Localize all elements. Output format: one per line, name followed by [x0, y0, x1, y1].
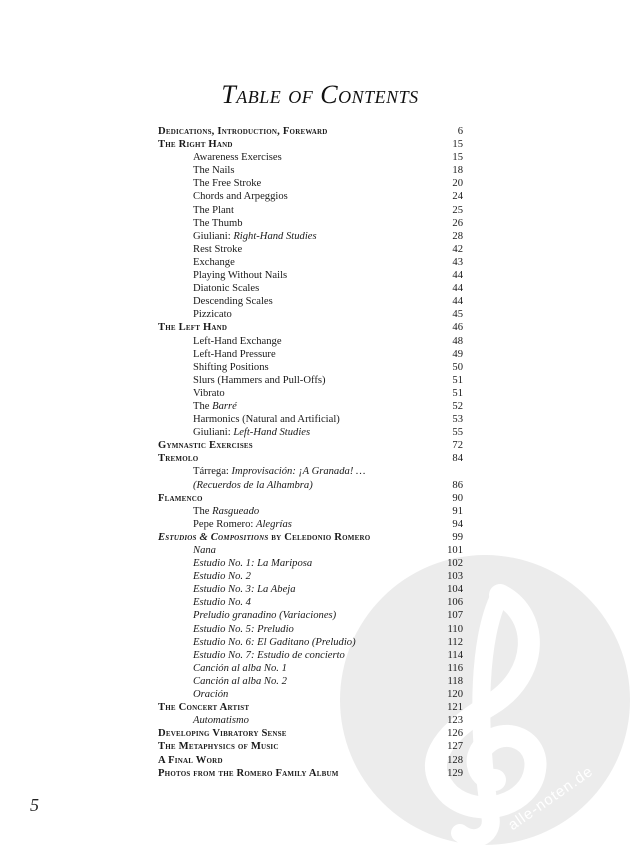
- toc-entry: [158, 767, 463, 780]
- toc-entry-label: [193, 387, 225, 400]
- toc-entry-italic-text: Barré: [212, 400, 237, 412]
- toc-entry-italic-text: Nana: [193, 545, 216, 556]
- toc-entry: [158, 596, 463, 609]
- toc-entry-italic-text: Rasgueado: [212, 505, 260, 517]
- toc-entry-text: by Celedonio Romero: [268, 531, 371, 543]
- toc-entry-label: [193, 361, 269, 374]
- toc-entry-label: [193, 308, 232, 321]
- toc-entry: [158, 348, 463, 361]
- toc-entry-italic-text: Estudio No. 5: Preludio: [193, 623, 294, 635]
- toc-entry-label: [193, 570, 251, 583]
- toc-entry-text: Shifting Positions: [193, 361, 269, 373]
- toc-entry-label: [193, 557, 312, 570]
- toc-entry-label: [193, 269, 287, 282]
- toc-entry-label: [193, 348, 276, 361]
- toc-entry-page: 114: [447, 649, 463, 661]
- toc-entry-text: The Free Stroke: [193, 178, 262, 190]
- toc-entry-page: 90: [452, 492, 463, 504]
- toc-entry: [158, 256, 463, 269]
- toc-entry: [158, 204, 463, 217]
- toc-entry-italic-text: Oración: [193, 689, 229, 701]
- toc-entry-page: 120: [447, 689, 463, 701]
- toc-entry-italic-text: Improvisación: ¡A Granada! …: [231, 466, 366, 478]
- toc-entry-text: Photos from the Romero Family Album: [158, 767, 339, 779]
- toc-entry-page: 91: [452, 505, 463, 517]
- toc-entry-label: [158, 439, 253, 452]
- toc-entry-label: [193, 505, 259, 518]
- toc-entry-label: [193, 204, 234, 217]
- toc-entry-text: The Right Hand: [158, 139, 233, 151]
- toc-entry-text: Exchange: [193, 256, 235, 268]
- toc-entry: [158, 413, 463, 426]
- toc-entry-label: [158, 727, 287, 740]
- toc-entry-text: The Thumb: [193, 217, 243, 229]
- toc-entry: [158, 623, 463, 636]
- page-title: Table of Contents: [221, 80, 419, 109]
- toc-entry-page: 44: [452, 283, 463, 295]
- toc-entry-label: [158, 138, 233, 151]
- toc-entry-label: [193, 714, 249, 727]
- toc-entry-label: [193, 636, 356, 649]
- toc-entry-label: [193, 256, 235, 269]
- toc-entry-label: [193, 623, 294, 636]
- toc-entry-label: [193, 662, 287, 675]
- toc-entry-text: Awareness Exercises: [193, 152, 282, 164]
- toc-entry-text: Vibrato: [193, 387, 225, 399]
- toc-entry-page: 52: [452, 400, 463, 412]
- toc-entry: [158, 335, 463, 348]
- toc-entry-label: [193, 649, 345, 662]
- toc-entry-label: [193, 596, 251, 609]
- toc-entry-text: Playing Without Nails: [193, 270, 288, 282]
- toc-entry-page: 43: [452, 256, 463, 268]
- toc-entry: [158, 230, 463, 243]
- toc-entry: [158, 190, 463, 203]
- toc-entry-text: Gymnastic Exercises: [158, 440, 253, 452]
- toc-entry-page: 44: [452, 296, 463, 308]
- toc-entry-page: 51: [452, 374, 463, 386]
- toc-entry-label: [193, 609, 336, 622]
- toc-entry-italic-text: Automatismo: [193, 715, 249, 727]
- toc-entry-label: [158, 701, 249, 714]
- toc-entry-page: 6: [457, 126, 463, 137]
- toc-entry-label: [193, 177, 261, 190]
- toc-entry-page: 49: [452, 348, 463, 360]
- toc-entry-text: The: [193, 505, 213, 517]
- toc-entry-page: 42: [452, 243, 463, 255]
- toc-entry-text: Giuliani:: [193, 427, 234, 439]
- toc-entry-label: [193, 675, 287, 688]
- toc-entry-text: The Metaphysics of Music: [158, 741, 279, 753]
- toc-entry: [158, 439, 463, 452]
- toc-entry-page: 24: [452, 191, 463, 203]
- toc-entry-italic-text: Right-Hand Studies: [233, 230, 317, 242]
- toc-entry-label: [158, 321, 227, 334]
- toc-entry: [158, 701, 463, 714]
- toc-entry-page: 18: [452, 165, 463, 177]
- toc-entry-page: 28: [452, 230, 463, 242]
- toc-entry-label: [193, 335, 282, 348]
- toc-entry-italic-text: Canción al alba No. 2: [193, 675, 287, 687]
- toc-entry: [158, 675, 463, 688]
- toc-entry-page: 106: [447, 597, 463, 609]
- toc-entry: [158, 452, 463, 465]
- toc-entry-italic-text: Alegrías: [255, 518, 292, 530]
- toc-entry-italic-text: Preludio granadino (Variaciones): [193, 610, 337, 622]
- toc-entry-italic-text: Estudio No. 7: Estudio de concierto: [193, 649, 345, 661]
- toc-entry-label: [193, 295, 273, 308]
- toc-entry-label: [193, 479, 313, 492]
- toc-entry-page: 103: [447, 571, 463, 583]
- toc-entry-text: Flamenco: [158, 492, 203, 504]
- toc-entry-page: 50: [452, 361, 463, 373]
- toc-entry: [158, 177, 463, 190]
- toc-entry-page: 15: [452, 139, 463, 151]
- toc-entry-text: The: [193, 400, 213, 412]
- toc-entry-label: [193, 426, 310, 439]
- toc-entry-page: 26: [452, 217, 463, 229]
- toc-entry-page: 48: [452, 335, 463, 347]
- toc-entry-label: [158, 740, 279, 753]
- toc-entry-page: 126: [447, 728, 463, 740]
- toc-entry-page: 99: [452, 531, 463, 543]
- toc-entry-label: [193, 282, 259, 295]
- toc-entry-label: [193, 164, 234, 177]
- toc-entry-page: 72: [452, 440, 463, 452]
- toc-entry: [158, 636, 463, 649]
- toc-entry-label: [193, 217, 243, 230]
- toc-entry-label: [193, 243, 242, 256]
- toc-entry-text: Chords and Arpeggios: [193, 191, 288, 203]
- toc-entry: [158, 662, 463, 675]
- toc-entry: [158, 609, 463, 622]
- toc-entry: [158, 426, 463, 439]
- toc-entry-label: [193, 151, 282, 164]
- toc-entry-page: 86: [452, 479, 463, 491]
- toc-entry-page: 110: [447, 623, 463, 635]
- toc-entry-label: [193, 688, 228, 701]
- toc-entry-page: 44: [452, 270, 463, 282]
- toc-entry-text: Tremolo: [158, 453, 199, 465]
- toc-entry-text: Slurs (Hammers and Pull-Offs): [193, 374, 326, 386]
- toc-entry-label: [193, 374, 326, 387]
- toc-entry: [158, 505, 463, 518]
- toc-entry: [158, 269, 463, 282]
- toc-entry-label: [193, 544, 216, 557]
- toc-entry-page: 123: [447, 715, 463, 727]
- toc-entry-text: Pizzicato: [193, 309, 232, 321]
- toc-entry-page: 102: [447, 558, 463, 570]
- toc-entry-text: Developing Vibratory Sense: [158, 728, 287, 740]
- toc-entry: [158, 387, 463, 400]
- toc-entry: [158, 321, 463, 334]
- toc-entry-text: The Nails: [193, 165, 235, 177]
- toc-entry-italic-text: Canción al alba No. 1: [193, 662, 287, 674]
- toc-entry-label: [158, 125, 328, 138]
- toc-entry: [158, 518, 463, 531]
- toc-entry: [158, 400, 463, 413]
- toc-entry-page: 112: [447, 636, 463, 648]
- toc-entry: [158, 570, 463, 583]
- toc-entry: [158, 688, 463, 701]
- toc-entry-text: The Left Hand: [158, 322, 228, 334]
- toc-entry-italic-text: Estudio No. 2: [193, 571, 251, 583]
- toc-entry: [158, 282, 463, 295]
- toc-entry-page: 127: [447, 741, 463, 753]
- toc-entry-italic-text: Estudios & Compositions: [158, 531, 269, 543]
- toc-entry-page: 101: [447, 545, 463, 556]
- toc-entry-text: Rest Stroke: [193, 243, 243, 255]
- toc-entry-label: [193, 230, 317, 243]
- toc-entry-page: 107: [447, 610, 463, 622]
- toc-entry-text: Pepe Romero:: [193, 518, 256, 530]
- toc-entry-label: [193, 518, 292, 531]
- toc-entry: [158, 714, 463, 727]
- toc-entry: [158, 583, 463, 596]
- toc-entry-text: Descending Scales: [193, 296, 273, 308]
- toc-entry-text: Diatonic Scales: [193, 283, 260, 295]
- toc-entry: [158, 164, 463, 177]
- toc-entry-label: [158, 767, 339, 780]
- toc-entry-page: 25: [452, 204, 463, 216]
- toc-entry-page: 55: [452, 427, 463, 439]
- toc-entry-label: [158, 531, 370, 544]
- toc-entry: [158, 125, 463, 138]
- toc-entry-text: The Plant: [193, 204, 234, 216]
- toc-entry: [158, 295, 463, 308]
- toc-entry-page: 20: [452, 178, 463, 190]
- toc-entry-text: Giuliani:: [193, 230, 234, 242]
- toc-entry-italic-text: Estudio No. 4: [193, 597, 251, 609]
- toc-entry-page: 46: [452, 322, 463, 334]
- toc-entry-page: 94: [452, 518, 463, 530]
- toc-entry: [158, 740, 463, 753]
- toc-entry: [158, 308, 463, 321]
- toc-entry-page: 53: [452, 414, 463, 426]
- toc-entry-text: Tárrega:: [193, 466, 232, 478]
- toc-entry-italic-text: Left-Hand Studies: [233, 427, 311, 439]
- toc-entry-label: [193, 583, 296, 596]
- toc-entry: [158, 138, 463, 151]
- toc-entry: [158, 217, 463, 230]
- toc-entry: [158, 479, 463, 492]
- toc-entry-text: Left-Hand Pressure: [193, 348, 276, 360]
- toc-entry-label: [158, 754, 223, 767]
- toc-list: [158, 125, 463, 780]
- toc-entry-page: 121: [447, 702, 463, 714]
- toc-entry: [158, 465, 463, 478]
- toc-entry: [158, 243, 463, 256]
- toc-entry-label: [158, 452, 198, 465]
- toc-entry-page: 118: [447, 675, 463, 687]
- toc-entry: [158, 151, 463, 164]
- toc-entry-page: 116: [447, 662, 463, 674]
- toc-entry: [158, 557, 463, 570]
- toc-entry: [158, 374, 463, 387]
- toc-entry-italic-text: Estudio No. 1: La Mariposa: [193, 558, 313, 570]
- toc-entry-text: A Final Word: [158, 754, 223, 766]
- toc-entry: [158, 727, 463, 740]
- toc-entry-label: [193, 465, 365, 478]
- toc-entry-italic-text: (Recuerdos de la Alhambra): [193, 479, 313, 491]
- page-number: 5: [30, 795, 39, 815]
- toc-entry-page: 128: [447, 754, 463, 766]
- toc-entry: [158, 754, 463, 767]
- toc-entry-text: The Concert Artist: [158, 702, 250, 714]
- toc-entry-page: 15: [452, 152, 463, 164]
- toc-entry-label: [193, 400, 237, 413]
- toc-entry-text: Dedications, Introduction, Foreward: [158, 126, 328, 137]
- toc-entry-label: [158, 492, 203, 505]
- toc-entry: [158, 492, 463, 505]
- toc-entry: [158, 544, 463, 557]
- toc-entry-label: [193, 413, 340, 426]
- toc-entry-italic-text: Estudio No. 3: La Abeja: [193, 584, 296, 596]
- toc-entry-page: 84: [452, 453, 463, 465]
- toc-entry: [158, 531, 463, 544]
- watermark-text: alle-noten.de: [505, 762, 597, 834]
- toc-entry: [158, 649, 463, 662]
- toc-entry-page: 51: [452, 387, 463, 399]
- toc-entry-italic-text: Estudio No. 6: El Gaditano (Preludio): [193, 636, 356, 648]
- toc-entry-text: Harmonics (Natural and Artificial): [193, 414, 340, 426]
- toc-entry-text: Left-Hand Exchange: [193, 335, 282, 347]
- toc-entry-page: 129: [447, 767, 463, 779]
- toc-entry-page: 104: [447, 584, 463, 596]
- toc-entry: [158, 361, 463, 374]
- toc-entry-page: 45: [452, 309, 463, 321]
- toc-entry-label: [193, 190, 288, 203]
